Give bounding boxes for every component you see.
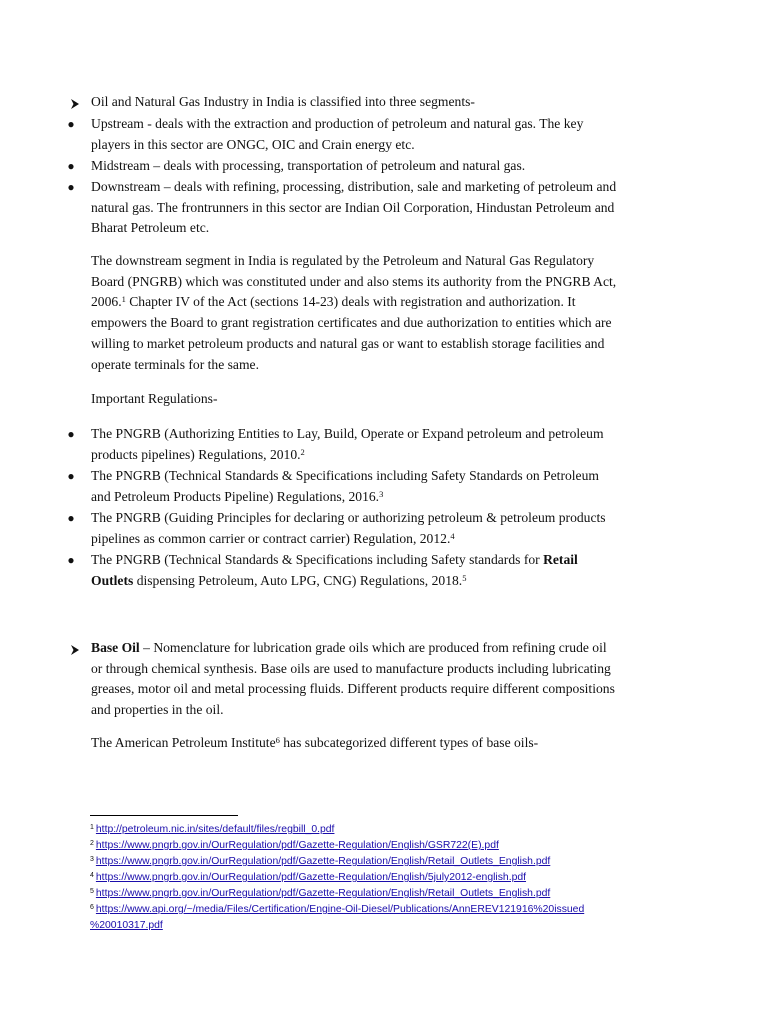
- footnote-ref: 3: [379, 488, 384, 499]
- footnote-link[interactable]: https://www.api.org/~/media/Files/Certification/Engine-Oil-Diesel/Publications/AnnEREV121916%20issued: [95, 904, 585, 915]
- footnote-link[interactable]: http://petroleum.nic.in/sites/default/files/regbill_0.pdf: [95, 824, 335, 835]
- arrow-bullet-icon: [68, 640, 82, 660]
- footnote-link[interactable]: https://www.pngrb.gov.in/OurRegulation/pdf/Gazette-Regulation/English/GSR722(E).pdf: [95, 840, 499, 851]
- arrow-bullet-icon: [68, 94, 82, 114]
- regulation-item: The PNGRB (Technical Standards & Specifications including Safety standards for Retail Outlets dispensing Petroleum, Auto LPG, CNG) Regulations, 2018.$^5$: [91, 552, 578, 588]
- footnote-ref: 1: [121, 294, 126, 305]
- bullet-icon: ●: [67, 427, 75, 441]
- footnote-2: $^2$ https://www.pngrb.gov.in/OurRegulation/pdf/Gazette-Regulation/English/GSR722(E).pdf: [90, 840, 499, 851]
- footnote-link[interactable]: https://www.pngrb.gov.in/OurRegulation/pdf/Gazette-Regulation/English/5july2012-english.pdf: [95, 872, 527, 883]
- important-regulations-label: Important Regulations-: [91, 391, 218, 406]
- bullet-icon: ●: [67, 511, 75, 525]
- footnote-link[interactable]: https://www.pngrb.gov.in/OurRegulation/pdf/Gazette-Regulation/English/Retail_Outlets_English.pdf: [95, 856, 551, 867]
- list-item-midstream: Midstream – deals with processing, transportation of petroleum and natural gas.: [91, 158, 526, 173]
- regulation-item: The PNGRB (Authorizing Entities to Lay, Build, Operate or Expand petroleum and petroleum products pipelines) Regulations, 2010.$^2$: [91, 426, 604, 462]
- footnote-ref: 4: [450, 530, 455, 541]
- footnote-link-continued[interactable]: %20010317.pdf: [90, 919, 163, 931]
- footnote-ref: 6: [275, 735, 280, 745]
- footnote-ref: 5: [462, 572, 467, 583]
- footnote-link[interactable]: https://www.pngrb.gov.in/OurRegulation/pdf/Gazette-Regulation/English/Retail_Outlets_English.pdf: [95, 888, 551, 899]
- regulation-item: The PNGRB (Guiding Principles for declaring or authorizing petroleum & petroleum products pipelines as common carrier or contract carrier) Regulation, 2012.$^4$: [91, 510, 606, 546]
- section-heading: Oil and Natural Gas Industry in India is classified into three segments-: [91, 94, 475, 109]
- api-paragraph: The American Petroleum Institute$^6$ has subcategorized different types of base oils-: [91, 735, 539, 750]
- bullet-icon: ●: [67, 117, 75, 131]
- footnote-ref: 2: [300, 446, 305, 457]
- bullet-icon: ●: [67, 553, 75, 567]
- regulation-item: The PNGRB (Technical Standards & Specifications including Safety Standards on Petroleum and Petroleum Products Pipeline) Regulations, 2016.$^3$: [91, 468, 599, 504]
- base-oil-term: Base Oil: [91, 640, 140, 655]
- downstream-regulation-paragraph: The downstream segment in India is regulated by the Petroleum and Natural Gas Regulatory Board (PNGRB) which was constituted under and also stems its authority from the PNGRB Act, 2006.$^1$ Chapter IV of the Act (sections 14-23) deals with registration and authorization. It empowers the Board to grant registration certificates and due authorization to entities which are willing to market petroleum products and natural gas or want to establish storage facilities and operate terminals for the same.: [91, 253, 617, 372]
- footnote-3: $^3$ https://www.pngrb.gov.in/OurRegulation/pdf/Gazette-Regulation/English/Retail_Outlets_English.pdf: [90, 856, 551, 867]
- list-item-upstream: Upstream - deals with the extraction and production of petroleum and natural gas. The key players in this sector are ONGC, OIC and Crain energy etc.: [91, 116, 584, 152]
- list-item-downstream: Downstream – deals with refining, processing, distribution, sale and marketing of petroleum and natural gas. The frontrunners in this sector are Indian Oil Corporation, Hindustan Petroleum and Bharat Petroleum etc.: [91, 179, 617, 236]
- bullet-icon: ●: [67, 469, 75, 483]
- bullet-icon: ●: [67, 180, 75, 194]
- footnote-1: $^1$ http://petroleum.nic.in/sites/default/files/regbill_0.pdf: [90, 824, 335, 835]
- bullet-icon: ●: [67, 159, 75, 173]
- footnote-4: $^4$ https://www.pngrb.gov.in/OurRegulation/pdf/Gazette-Regulation/English/5july2012-english.pdf: [90, 872, 527, 883]
- base-oil-paragraph: Base Oil – Nomenclature for lubrication grade oils which are produced from refining crude oil or through chemical synthesis. Base oils are used to manufacture products including lubricating greases, motor oil and metal processing fluids. Different products require different compositions and properties in the oil.: [91, 640, 615, 718]
- footnote-5: $^5$ https://www.pngrb.gov.in/OurRegulation/pdf/Gazette-Regulation/English/Retail_Outlets_English.pdf: [90, 888, 551, 899]
- footnote-6: $^6$ https://www.api.org/~/media/Files/Certification/Engine-Oil-Diesel/Publications/AnnEREV121916%20issued %20010317.pdf: [90, 904, 585, 931]
- footnote-separator: [90, 815, 238, 816]
